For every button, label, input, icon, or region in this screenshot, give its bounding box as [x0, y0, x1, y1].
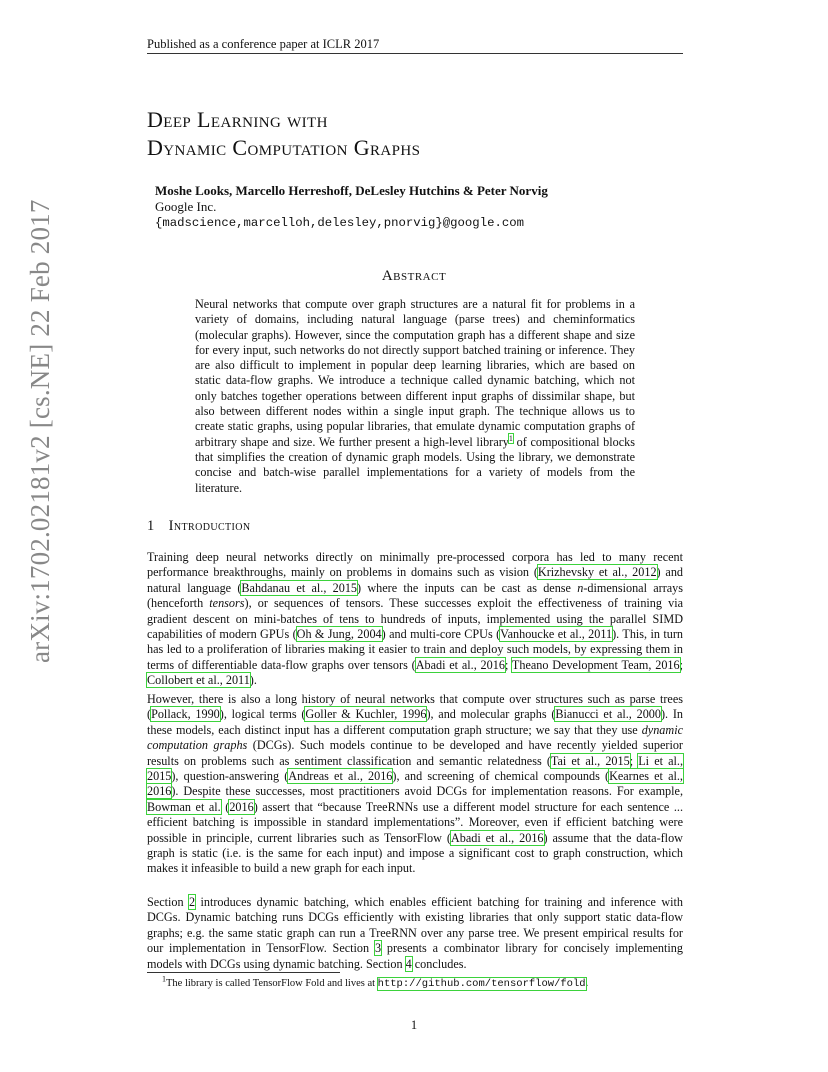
emphasis: dynamic computation graphs — [147, 722, 683, 753]
footnote-text: The library is called TensorFlow Fold and lives at — [166, 978, 378, 989]
author-block — [155, 183, 548, 231]
text-run: ). — [249, 673, 257, 688]
text-run: ; — [504, 657, 512, 672]
footnote-rule — [147, 972, 340, 973]
title-line-2: Dynamic Computation Graphs — [147, 135, 421, 160]
header-rule — [147, 53, 683, 54]
abstract-text-part1: Neural networks that compute over graph structures are a natural fit for problems in a variety of domains, including natural language (parse trees) and cheminformatics (molecular graphs). However, since the computation graph has a different shape and size for every input, such networks do not directly support batched training or inference. They are also difficult to implement in popular deep learning libraries, which are based on static data-flow graphs. We introduce a technique called dynamic batching, which not only batches together operations between different input graphs of dissimilar shape, but also between different nodes within a single input graph. The technique allows us to create static graphs, using popular libraries, that emulate dynamic computation graphs of arbitrary shape and size. We further present a high-level library — [195, 297, 635, 449]
text-run: However, there is also a long history of neural networks that compute over structures such as parse trees ( — [147, 692, 683, 722]
text-run: Section — [147, 895, 189, 909]
citation-link[interactable]: Andreas et al., 2016 — [288, 769, 393, 784]
citation-link[interactable]: Pollack, 1990 — [151, 707, 220, 722]
text-run: ), logical terms ( — [219, 707, 306, 722]
text-run: introduces dynamic batching, which enables efficient batching for training and inference with DCGs. Dynamic batching runs DCGs efficiently with existing libraries that only support static data-flow graphs; e.g. the same static graph can run a TreeRNN over any parse tree. We present empirical results for our implementation in TensorFlow. Section — [147, 895, 683, 956]
text-run: ( — [220, 799, 230, 814]
citation-link[interactable]: Theano Development Team, 2016 — [511, 657, 680, 672]
citation-link[interactable]: Kearnes et al., 2016 — [147, 769, 683, 799]
text-run: ) and multi-core CPUs ( — [381, 627, 501, 642]
text-run: ), or sequences of tensors. These successes exploit the effectiveness of training via gradient descent on mini-batches of tens to hundreds of inputs, implemented using the parallel SIMD capabilities of modern GPUs ( — [147, 596, 683, 642]
section-heading-introduction — [147, 518, 251, 535]
text-run: ) assume that the data-flow graph is static (i.e. is the same for each input) and impose a significant cost to graph construction, which makes it infeasible to build a new graph for each input. — [147, 830, 683, 876]
text-run: ) where the inputs can be cast as dense — [357, 580, 578, 595]
citation-link[interactable]: Goller & Kuchler, 1996 — [305, 707, 427, 722]
text-run: Training deep neural networks directly on minimally pre-processed corpora has led to many recent performance breakthroughs, mainly on problems in domains such as vision ( — [147, 550, 683, 580]
text-run: ). Despite these successes, most practitioners avoid DCGs for implementation reasons. For example, — [171, 784, 683, 799]
abstract-text — [195, 297, 635, 496]
text-run: ), question-answering ( — [171, 769, 289, 784]
footnote — [162, 974, 589, 991]
text-run: -dimensional arrays (henceforth — [147, 580, 684, 611]
text-run: concludes. — [411, 956, 467, 971]
text-run: ; — [679, 657, 683, 672]
section-ref-link[interactable]: 2 — [188, 895, 196, 909]
text-run: ). This, in turn has led to a proliferation of libraries making it easier to train and deploy such models, by expressing them in terms of differentiable data-flow graphs over tensors ( — [147, 627, 684, 672]
paper-title — [147, 106, 420, 162]
author-names: Moshe Looks, Marcello Herreshoff, DeLesley Hutchins & Peter Norvig — [155, 183, 548, 198]
citation-link[interactable]: Bahdanau et al., 2015 — [241, 580, 358, 595]
running-header: Published as a conference paper at ICLR 2017 — [147, 37, 380, 51]
text-run: presents a combinator library for concisely implementing models with DCGs using dynamic batching. Section — [147, 941, 683, 971]
author-affiliation: Google Inc. — [155, 199, 217, 214]
citation-link[interactable]: 2016 — [229, 799, 254, 814]
section-ref-link[interactable]: 3 — [374, 941, 382, 956]
text-run: ). In these models, each distinct input has a different computation graph structure; we say that they use — [147, 707, 683, 737]
citation-link[interactable]: Abadi et al., 2016 — [450, 830, 544, 845]
author-emails: {madscience,marcelloh,delesley,pnorvig}@google.com — [155, 216, 524, 230]
citation-link[interactable]: Collobert et al., 2011 — [147, 673, 250, 688]
text-run: ; — [629, 753, 639, 768]
abstract-heading: Abstract — [381, 268, 447, 284]
page-number: 1 — [410, 1018, 418, 1032]
citation-link[interactable]: Oh & Jung, 2004 — [296, 627, 382, 642]
citation-link[interactable]: Li et al., 2015 — [147, 753, 683, 784]
title-line-1: Deep Learning with — [147, 107, 328, 132]
text-run: ) and natural language ( — [147, 565, 684, 595]
arxiv-side-identifier: arXiv:1702.02181v2 [cs.NE] 22 Feb 2017 — [25, 199, 55, 663]
text-run: (DCGs). Such models continue to be developed and have recently yielded superior results on problems such as sentiment classification and semantic relatedness ( — [147, 738, 683, 768]
citation-link[interactable]: Bowman et al. — [147, 799, 221, 814]
text-run: ), and molecular graphs ( — [426, 707, 556, 722]
footnote-mark: 1 — [162, 974, 166, 984]
intro-paragraph-3 — [147, 895, 683, 972]
citation-link[interactable]: Bianucci et al., 2000 — [555, 707, 661, 722]
text-run: ), and screening of chemical compounds ( — [392, 769, 610, 784]
section-number: 1 — [147, 518, 155, 534]
section-title: Introduction — [168, 518, 251, 534]
math-variable: n — [577, 580, 584, 595]
intro-paragraph-1 — [147, 550, 683, 689]
footnote-end: . — [585, 978, 589, 989]
section-ref-link[interactable]: 4 — [405, 956, 412, 971]
intro-paragraph-2 — [147, 692, 683, 877]
abstract-text-part2: of compositional blocks that simplifies the creation of dynamic graph models. Using the library, we demonstrate concise and batch-wise parallel implementations for a variety of models from the literature. — [195, 434, 636, 495]
emphasis: tensors — [209, 596, 245, 611]
citation-link[interactable]: Tai et al., 2015 — [550, 753, 630, 768]
footnote-link-1[interactable]: 1 — [508, 433, 513, 443]
text-run: ) assert that “because TreeRNNs use a different model structure for each sentence ... efficient batching is impossible in standard implementations”. Moreover, even if efficient batching were possible in principle, current libraries such as TensorFlow ( — [147, 799, 683, 845]
citation-link[interactable]: Abadi et al., 2016 — [415, 657, 505, 672]
citation-link[interactable]: Krizhevsky et al., 2012 — [537, 565, 657, 580]
citation-link[interactable]: Vanhoucke et al., 2011 — [500, 627, 613, 642]
footnote-url-link[interactable]: http://github.com/tensorflow/fold — [377, 978, 586, 990]
